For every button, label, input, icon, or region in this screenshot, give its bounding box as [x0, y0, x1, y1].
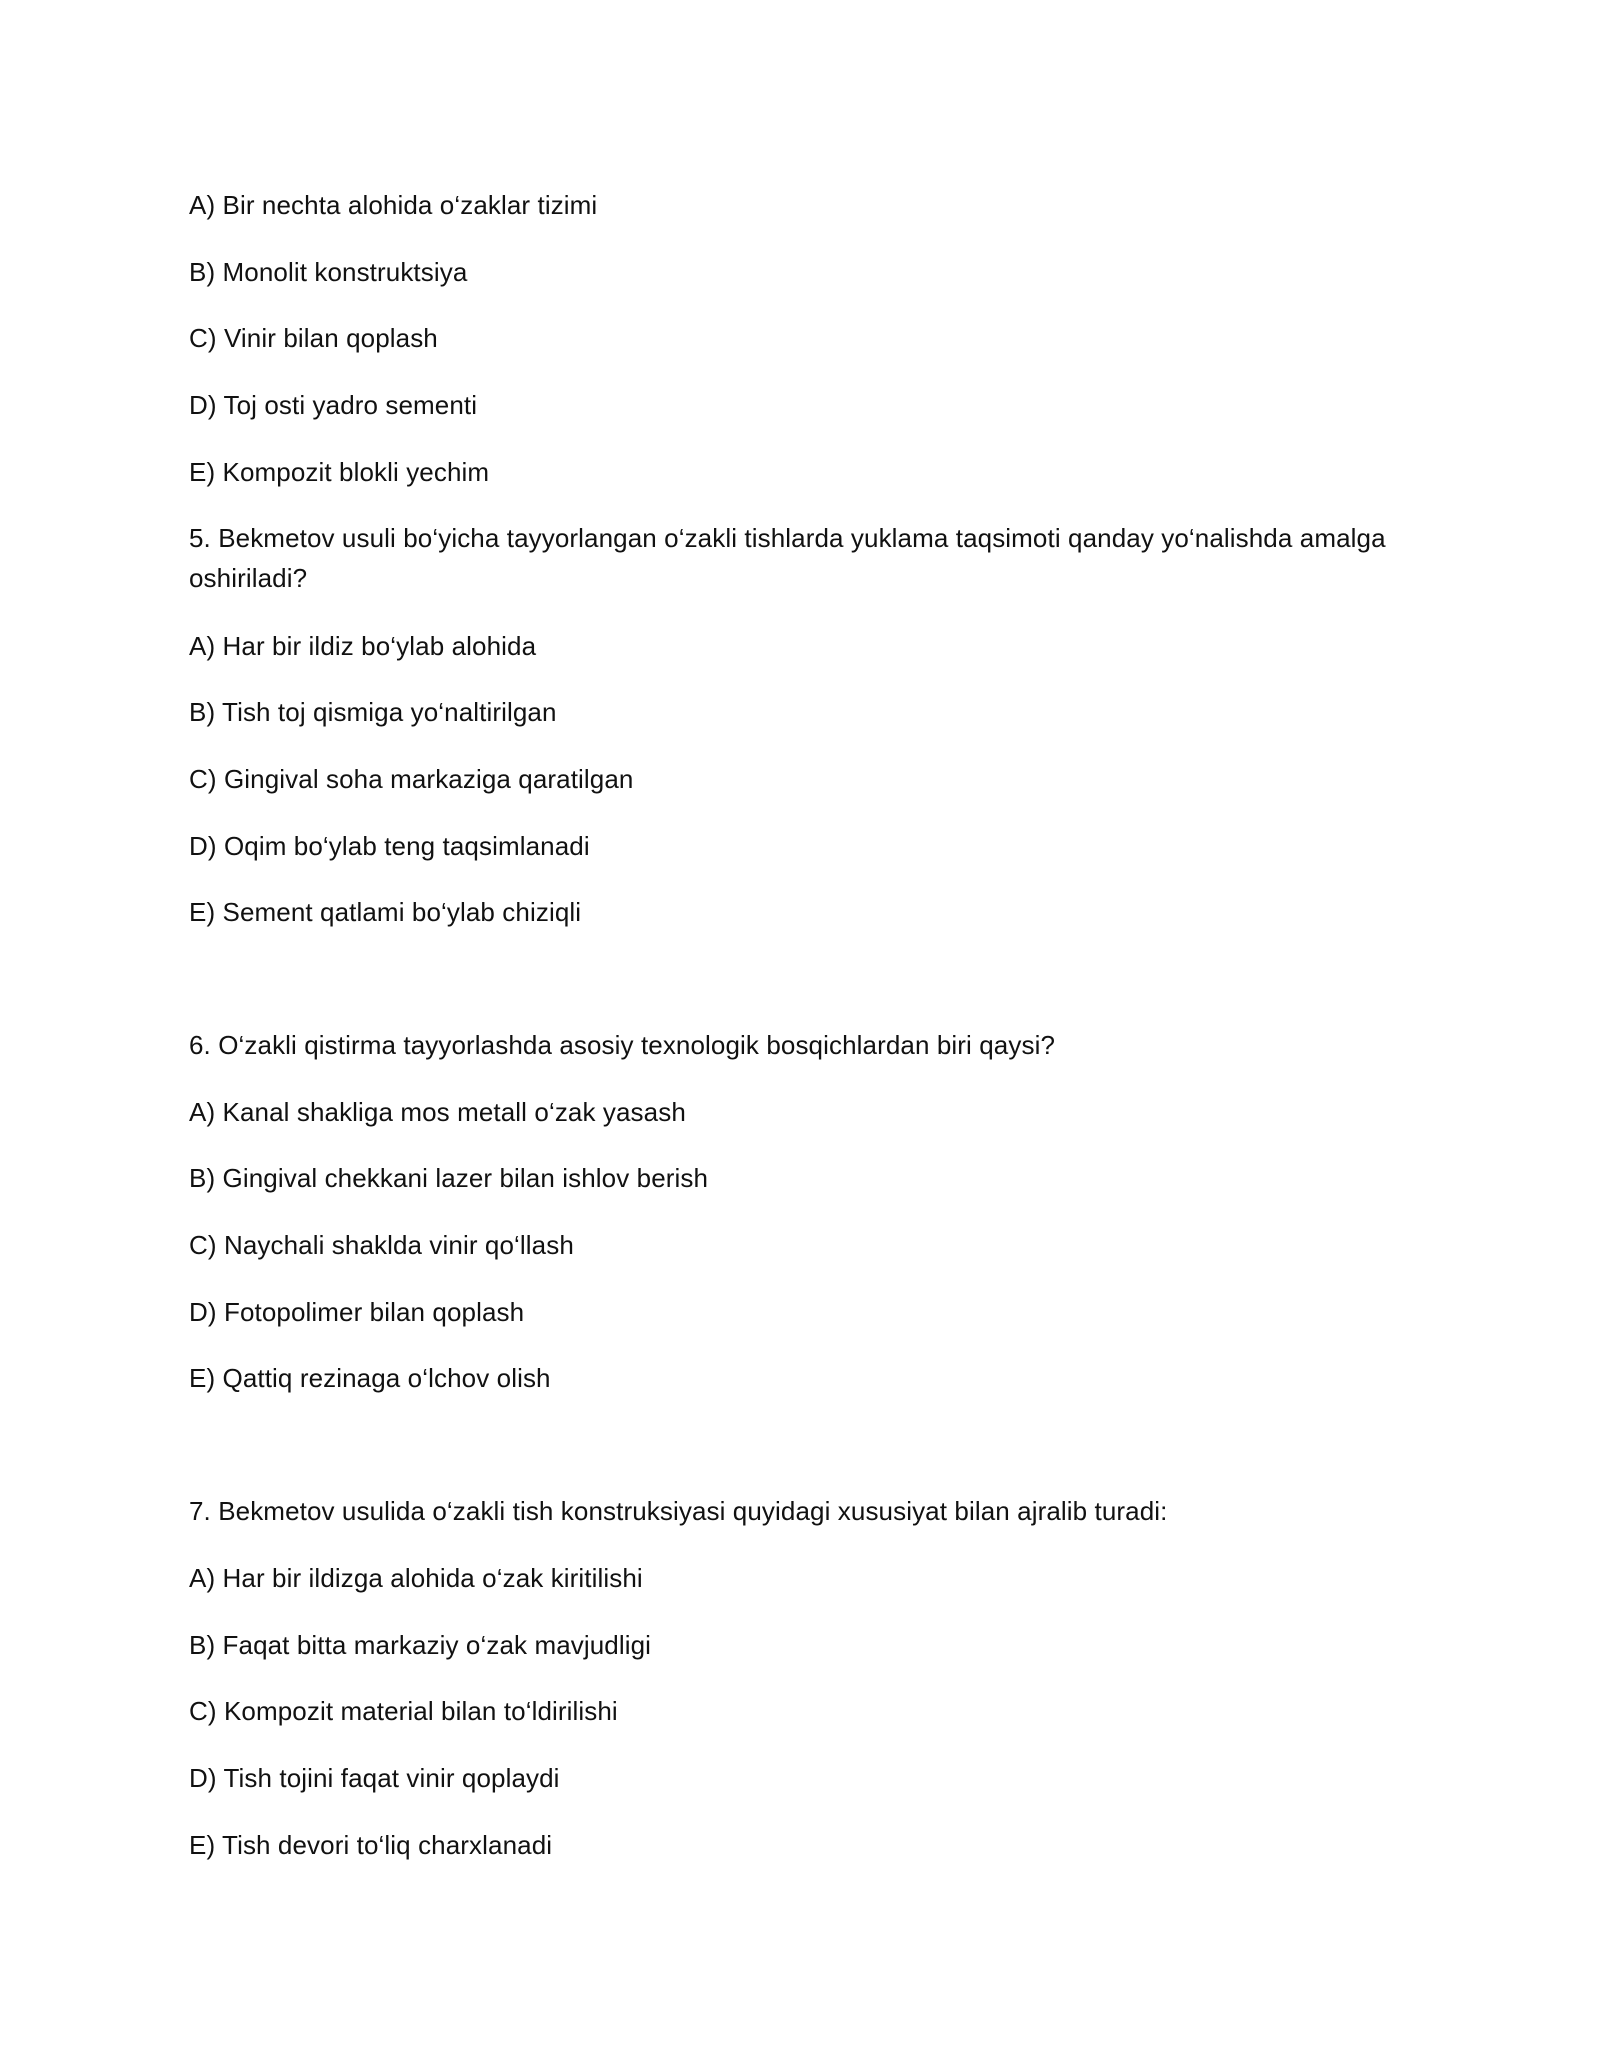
q7-option-d: D) Tish tojini faqat vinir qoplaydi — [189, 1763, 560, 1793]
q5-option-b: B) Tish toj qismiga yo‘naltirilgan — [189, 697, 557, 727]
q7-question: 7. Bekmetov usulida o‘zakli tish konstruksiyasi quyidagi xususiyat bilan ajralib turadi: — [189, 1496, 1168, 1526]
q6-option-d: D) Fotopolimer bilan qoplash — [189, 1297, 525, 1327]
q7-option-c: C) Kompozit material bilan to‘ldirilishi — [189, 1696, 618, 1726]
q5-option-d: D) Oqim bo‘ylab teng taqsimlanadi — [189, 831, 590, 861]
q4-option-b: B) Monolit konstruktsiya — [189, 257, 468, 287]
q4-option-e: E) Kompozit blokli yechim — [189, 457, 490, 487]
q4-option-c: C) Vinir bilan qoplash — [189, 323, 438, 353]
q7-option-b: B) Faqat bitta markaziy o‘zak mavjudligi — [189, 1630, 652, 1660]
q6-option-b: B) Gingival chekkani lazer bilan ishlov berish — [189, 1163, 709, 1193]
q5-question: 5. Bekmetov usuli bo‘yicha tayyorlangan o‘zakli tishlarda yuklama taqsimoti qanday yo‘nalishda amalga oshiriladi? — [189, 523, 1386, 593]
q6-option-a: A) Kanal shakliga mos metall o‘zak yasash — [189, 1097, 686, 1127]
q6-question: 6. O‘zakli qistirma tayyorlashda asosiy texnologik bosqichlardan biri qaysi? — [189, 1030, 1056, 1060]
q7-option-e: E) Tish devori to‘liq charxlanadi — [189, 1830, 553, 1860]
q6-option-c: C) Naychali shaklda vinir qo‘llash — [189, 1230, 574, 1260]
q4-option-a: A) Bir nechta alohida o‘zaklar tizimi — [189, 190, 598, 220]
q7-option-a: A) Har bir ildizga alohida o‘zak kiritilishi — [189, 1563, 643, 1593]
q5-option-c: C) Gingival soha markaziga qaratilgan — [189, 764, 634, 794]
q4-option-d: D) Toj osti yadro sementi — [189, 390, 478, 420]
q6-option-e: E) Qattiq rezinaga o‘lchov olish — [189, 1363, 551, 1393]
q5-option-a: A) Har bir ildiz bo‘ylab alohida — [189, 631, 537, 661]
q5-option-e: E) Sement qatlami bo‘ylab chiziqli — [189, 897, 582, 927]
